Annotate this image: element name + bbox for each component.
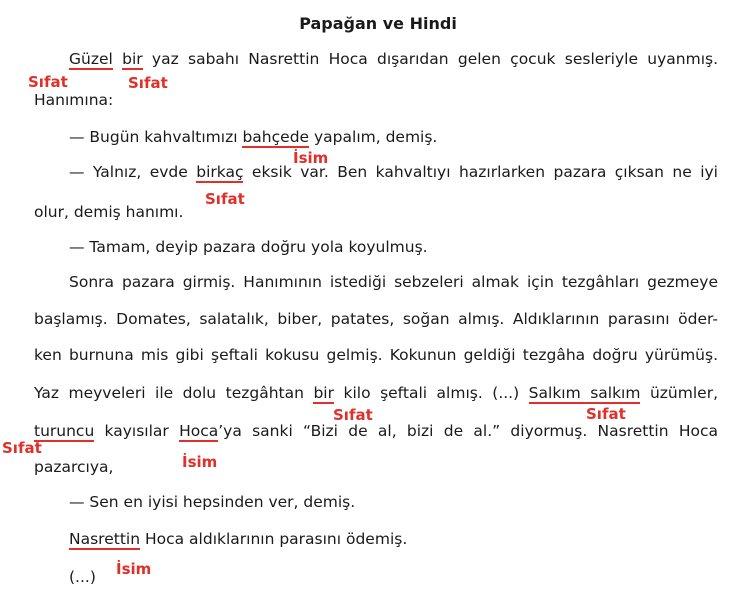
annotation-sifat: Sıfat xyxy=(28,73,68,91)
text-line-14 xyxy=(69,530,407,548)
text-line-1 xyxy=(69,50,718,68)
annotation-isim: İsim xyxy=(293,149,329,167)
text-line-6: — Tamam, deyip pazara doğru yola koyulmuş. xyxy=(69,238,428,256)
text-line-15: (...) xyxy=(69,568,96,586)
text-span: yapalım, demiş. xyxy=(309,128,438,146)
story-title: Papağan ve Hindi xyxy=(299,14,457,33)
underlined-word: bir xyxy=(122,50,143,68)
text-span xyxy=(113,50,122,68)
text-span: kilo şeftali almış. (...) xyxy=(333,384,529,402)
text-line-4 xyxy=(69,163,718,181)
text-span: yaz sabahı Nasrettin Hoca dışarıdan gelen çocuk sesleriyle uyanmış. xyxy=(142,50,718,68)
text-span: Yaz meyveleri ile dolu tezgâhtan xyxy=(34,384,314,402)
underlined-word: bahçede xyxy=(242,128,310,146)
text-line-11 xyxy=(34,422,718,440)
annotation-sifat: Sıfat xyxy=(2,439,42,457)
text-span: kayısılar xyxy=(94,422,180,440)
text-line-2: Hanımına: xyxy=(34,91,114,109)
text-span: üzümler, xyxy=(640,384,718,402)
text-line-13: — Sen en iyisi hepsinden ver, demiş. xyxy=(69,493,356,511)
underlined-word: Salkım salkım xyxy=(528,384,641,402)
text-span: — Bugün kahvaltımızı xyxy=(69,128,243,146)
text-span: eksik var. Ben kahvaltıyı hazırlarken pazara çıksan ne iyi xyxy=(243,163,718,181)
annotation-sifat: Sıfat xyxy=(205,190,245,208)
underlined-word: birkaç xyxy=(196,163,244,181)
underlined-word: bir xyxy=(313,384,334,402)
annotation-isim: İsim xyxy=(116,560,152,578)
text-line-5: olur, demiş hanımı. xyxy=(34,203,184,221)
annotation-sifat: Sıfat xyxy=(586,405,626,423)
text-span: ’ya sanki “Bizi de al, bizi de al.” diyormuş. Nasrettin Hoca xyxy=(218,422,718,440)
underlined-word: turuncu xyxy=(34,422,95,440)
annotation-sifat: Sıfat xyxy=(128,74,168,92)
text-line-12: pazarcıya, xyxy=(34,458,114,476)
text-span: — Yalnız, evde xyxy=(69,163,197,181)
annotation-isim: İsim xyxy=(182,453,218,471)
text-span: Hoca aldıklarının parasını ödemiş. xyxy=(140,530,408,548)
annotation-sifat: Sıfat xyxy=(333,406,373,424)
text-line-9: ken burnuna mis gibi şeftali kokusu gelmiş. Kokunun geldiği tezgâha doğru yürümüş. xyxy=(34,346,718,364)
text-line-3 xyxy=(69,128,437,146)
underlined-word: Nasrettin xyxy=(69,530,141,548)
text-line-10 xyxy=(34,384,718,402)
underlined-word: Güzel xyxy=(69,50,113,68)
text-line-8: başlamış. Domates, salatalık, biber, patates, soğan almış. Aldıklarının parasını öder- xyxy=(34,310,718,328)
underlined-word: Hoca xyxy=(179,422,219,440)
text-line-7: Sonra pazara girmiş. Hanımının istediği sebzeleri almak için tezgâhları gezmeye xyxy=(69,273,718,291)
